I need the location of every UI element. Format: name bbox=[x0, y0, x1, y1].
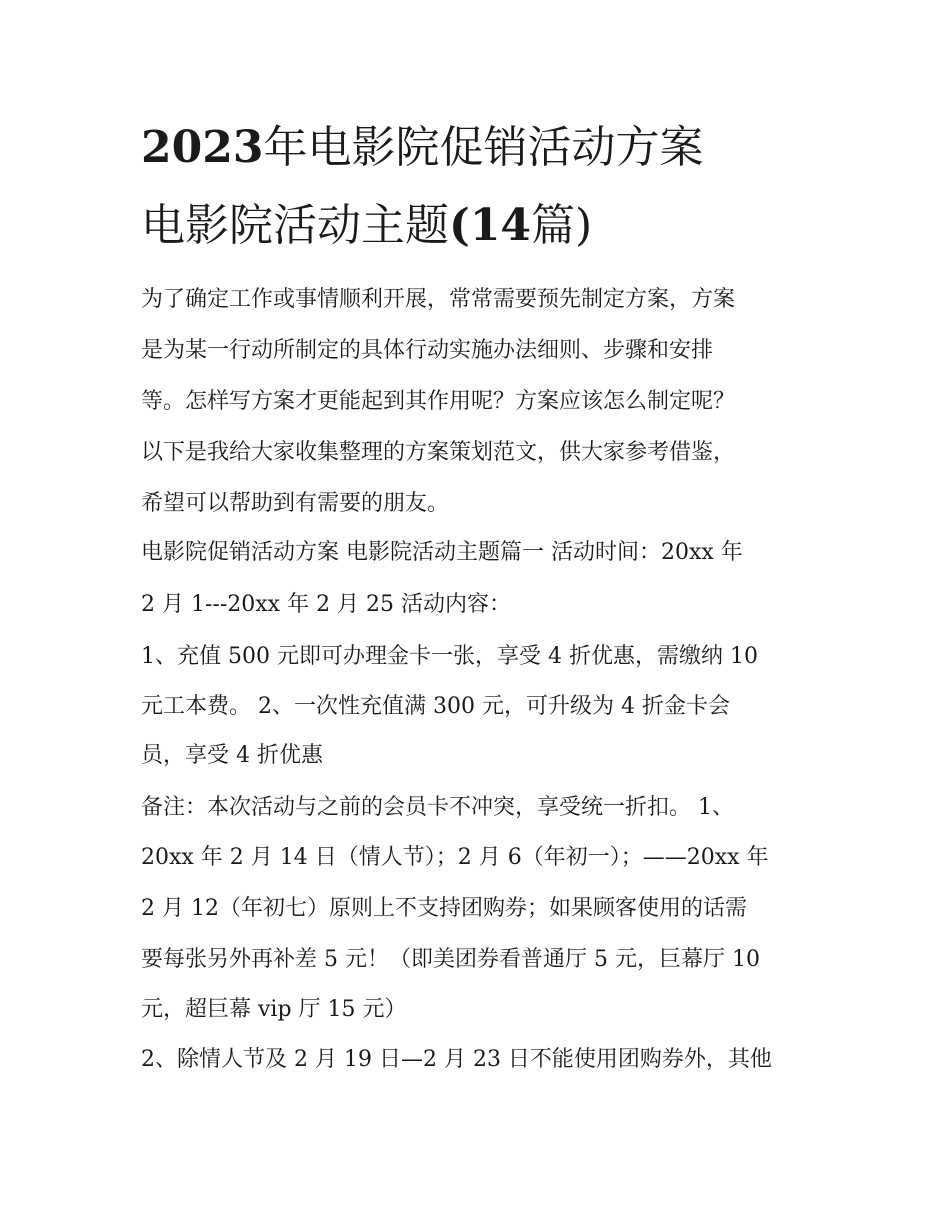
title-line-2-text: 电影院活动主题 bbox=[141, 200, 449, 251]
body-line: 希望可以帮助到有需要的朋友。 bbox=[141, 491, 450, 516]
title-line-1-text: 年电影院促销活动方案 bbox=[263, 122, 704, 173]
body-line: 以下是我给大家收集整理的方案策划范文，供大家参考借鉴， bbox=[141, 440, 736, 465]
body-line: 20xx 年 2 月 14 日（情人节）；2 月 6（年初一）；——20xx 年 bbox=[141, 845, 769, 870]
document-title-line-1 bbox=[141, 122, 841, 173]
title-count: (14 bbox=[449, 200, 532, 251]
body-line: 员，享受 4 折优惠 bbox=[141, 743, 323, 768]
body-line: 2、除情人节及 2 月 19 日—2 月 23 日不能使用团购券外，其他 bbox=[141, 1047, 772, 1072]
body-line: 2 月 1---20xx 年 2 月 25 活动内容： bbox=[141, 592, 512, 617]
body-line: 为了确定工作或事情顺利开展，常常需要预先制定方案，方案 bbox=[141, 287, 736, 312]
title-line-2-end: 篇) bbox=[531, 200, 593, 251]
body-line: 1、充值 500 元即可办理金卡一张，享受 4 折优惠，需缴纳 10 bbox=[141, 644, 758, 669]
body-line: 2 月 12（年初七）原则上不支持团购券；如果顾客使用的话需 bbox=[141, 896, 747, 921]
body-line: 要每张另外再补差 5 元！（即美团券看普通厅 5 元，巨幕厅 10 bbox=[141, 947, 760, 972]
document-title-line-2 bbox=[141, 200, 841, 251]
body-line: 是为某一行动所制定的具体行动实施办法细则、步骤和安排 bbox=[141, 338, 714, 363]
body-line: 备注：本次活动与之前的会员卡不冲突，享受统一折扣。 1、 bbox=[141, 795, 734, 820]
body-line: 电影院促销活动方案 电影院活动主题篇一 活动时间：20xx 年 bbox=[141, 540, 743, 565]
body-line: 元工本费。 2、一次性充值满 300 元，可升级为 4 折金卡会 bbox=[141, 694, 730, 719]
title-year: 2023 bbox=[141, 122, 264, 173]
body-line: 等。怎样写方案才更能起到其作用呢？方案应该怎么制定呢？ bbox=[141, 389, 736, 414]
body-line: 元，超巨幕 vip 厅 15 元） bbox=[141, 997, 407, 1022]
